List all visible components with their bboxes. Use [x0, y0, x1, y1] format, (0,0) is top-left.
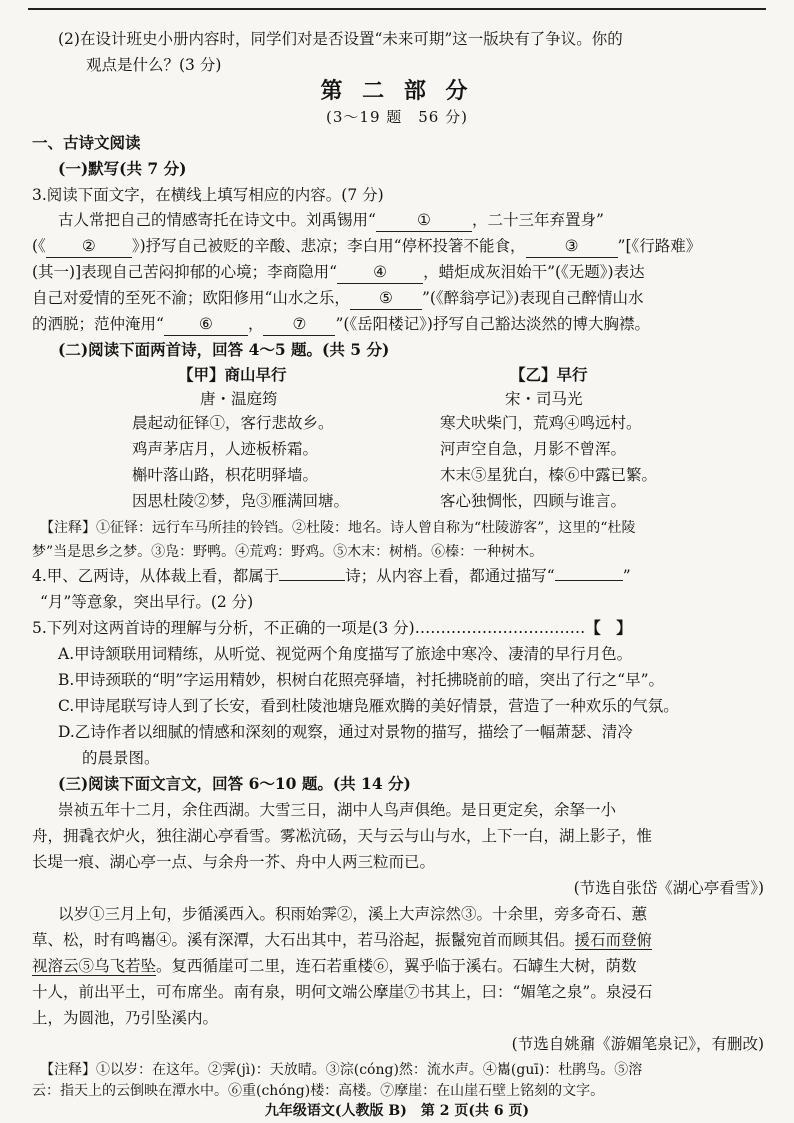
text2-line1: 以岁①三月上旬，步循溪西入。积雨始霁②，溪上大声淙然③。十余里，旁多奇石、蕙: [58, 905, 648, 923]
blank-7: ⑦: [263, 313, 335, 336]
q5-option-d-line1: D.乙诗作者以细腻的情感和深刻的观察，通过对景物的描写，描绘了一幅萧瑟、清冷: [58, 723, 633, 741]
q5-option-b: B.甲诗颈联的“明”字运用精妙，枳树白花照亮驿墙，衬托拂晓前的暗，突出了行之“早”。: [58, 671, 665, 689]
text2-line3: 视溶云⑤乌飞若坠。复西循崖可二里，连石若重楼⑥，翼乎临于溪右。石罅生大树，荫数: [32, 957, 637, 975]
blank-3: ③: [526, 235, 618, 258]
poem-a-title: 【甲】商山早行: [178, 365, 287, 384]
underlined-sentence: 视溶云⑤乌飞若坠: [32, 957, 157, 975]
q4-line1: 4.甲、乙两诗，从体裁上看，都属于 诗；从内容上看，都通过描写“ ”: [32, 567, 631, 585]
poem-b-line: 河声空自急，月影不曾浑。: [440, 440, 627, 458]
q2-line1: (2)在设计班史小册内容时，同学们对是否设置“未来可期”这一版块有了争议。你的: [58, 30, 623, 48]
poem-a-line: 晨起动征铎①，客行悲故乡。: [132, 414, 334, 432]
top-rule: [28, 8, 766, 10]
part-title: 第 二 部 分: [320, 78, 474, 104]
underlined-sentence: 援石而登俯: [574, 931, 653, 949]
poem-b-author: 宋・司马光: [505, 390, 583, 408]
q3-stem: 3.阅读下面文字，在横线上填写相应的内容。(7 分): [32, 186, 384, 204]
q3-line3: (其一)]表现自己苦闷抑郁的心境；李商隐用“ ④ ，蜡炬成灰泪始干”(《无题》)表达: [32, 259, 645, 285]
q3-line4: 自己对爱情的至死不渝；欧阳修用“山水之乐， ⑤ ”(《醉翁亭记》)表现自己醉情山水: [32, 285, 643, 311]
answer-bracket: 【 】: [585, 618, 632, 637]
q3-line1: 古人常把自己的情感寄托在诗文中。刘禹锡用“ ① ，二十三年弃置身”: [58, 207, 604, 233]
text2-source: (节选自姚鼐《游媚笔泉记》，有删改): [511, 1035, 764, 1053]
blank-2: ②: [46, 235, 132, 258]
section-heading: 一、古诗文阅读: [32, 133, 141, 152]
poem-b-line: 客心独惆怅，四顾与谁言。: [440, 492, 627, 510]
poem-note-line2: 梦”当是思乡之梦。③凫：野鸭。④荒鸡：野鸡。⑤木末：树梢。⑥榛：一种树木。: [32, 544, 544, 560]
text2-note-line2: 云：指天上的云倒映在潭水中。⑥重(chóng)楼：高楼。⑦摩崖：在山崖石壁上铭刻的文字。: [32, 1083, 605, 1099]
q3-line2: (《 ② 》)抒写自己被贬的辛酸、悲凉；李白用“停杯投箸不能食， ③ ”[《行路难》: [32, 233, 701, 259]
q4-blank-1: [279, 580, 345, 581]
q5-option-d-line2: 的晨景图。: [82, 749, 160, 767]
poem-b-title: 【乙】早行: [510, 365, 588, 384]
text1-line3: 长堤一痕、湖心亭一点、与余舟一芥、舟中人两三粒而已。: [32, 853, 436, 871]
poem-a-line: 槲叶落山路，枳花明驿墙。: [132, 466, 319, 484]
poem-b-line: 寒犬吠柴门，荒鸡④鸣远村。: [440, 414, 642, 432]
blank-6: ⑥: [164, 313, 248, 336]
page-footer: 九年级语文(人教版 B) 第 2 页(共 6 页): [264, 1103, 530, 1119]
poem-a-line: 鸡声茅店月，人迹板桥霜。: [132, 440, 319, 458]
text1-line2: 舟，拥毳衣炉火，独往湖心亭看雪。雾凇沆砀，天与云与山与水，上下一白，湖上影子，惟: [32, 827, 653, 845]
q4-line2: “月”等意象，突出早行。(2 分): [40, 593, 254, 611]
blank-4: ④: [337, 261, 423, 284]
blank-1: ①: [376, 209, 472, 232]
poem-a-author: 唐・温庭筠: [200, 390, 278, 408]
text2-note-line1: 【注释】①以岁：在这年。②霁(jì)：天放晴。③淙(cóng)然：流水声。④巂(guī)：杜鹃鸟。⑤溶: [40, 1062, 643, 1078]
q5-option-a: A.甲诗颔联用词精练，从听觉、视觉两个角度描写了旅途中寒冷、凄清的早行月色。: [58, 645, 633, 663]
q2-line2: 观点是什么？(3 分): [86, 56, 222, 74]
q3-line5: 的洒脱；范仲淹用“ ⑥ ， ⑦ ”(《岳阳楼记》)抒写自己豁达淡然的博大胸襟。: [32, 311, 650, 337]
subsection-heading-3: (三)阅读下面文言文，回答 6～10 题。(共 14 分): [58, 774, 411, 793]
poem-b-line: 木末⑤星犹白，榛⑥中露已繁。: [440, 466, 658, 484]
poem-a-line: 因思杜陵②梦，凫③雁满回塘。: [132, 492, 350, 510]
poem-note-line1: 【注释】①征铎：远行车马所挂的铃铛。②杜陵：地名。诗人曾自称为“杜陵游客”，这里的“杜陵: [40, 520, 636, 536]
blank-5: ⑤: [350, 287, 422, 310]
dot-leader: ……………………………: [414, 619, 586, 637]
q4-blank-2: [555, 580, 623, 581]
part-subtitle: (3～19 题 56 分): [326, 108, 468, 126]
text2-line5: 上，为圆池，乃引坠溪内。: [32, 1009, 219, 1027]
q5-stem: 5.下列对这两首诗的理解与分析，不正确的一项是(3 分)……………………………【 】: [32, 618, 632, 637]
text2-line4: 十人，前出平土，可布席坐。南有泉，明何文端公摩崖⑦书其上，曰：“媚笔之泉”。泉浸石: [32, 983, 653, 1001]
q5-option-c: C.甲诗尾联写诗人到了长安，看到杜陵池塘凫雁欢腾的美好情景，营造了一种欢乐的气氛。: [58, 697, 679, 715]
subsection-heading-2: (二)阅读下面两首诗，回答 4～5 题。(共 5 分): [58, 340, 390, 359]
text1-source: (节选自张岱《湖心亭看雪》): [573, 879, 764, 897]
text2-line2: 草、松，时有鸣巂④。溪有深潭，大石出其中，若马浴起，振鬣宛首而顾其侣。援石而登俯: [32, 931, 653, 949]
text1-line1: 崇祯五年十二月，余住西湖。大雪三日，湖中人鸟声俱绝。是日更定矣，余拏一小: [58, 801, 617, 819]
subsection-heading-1: (一)默写(共 7 分): [58, 159, 187, 178]
